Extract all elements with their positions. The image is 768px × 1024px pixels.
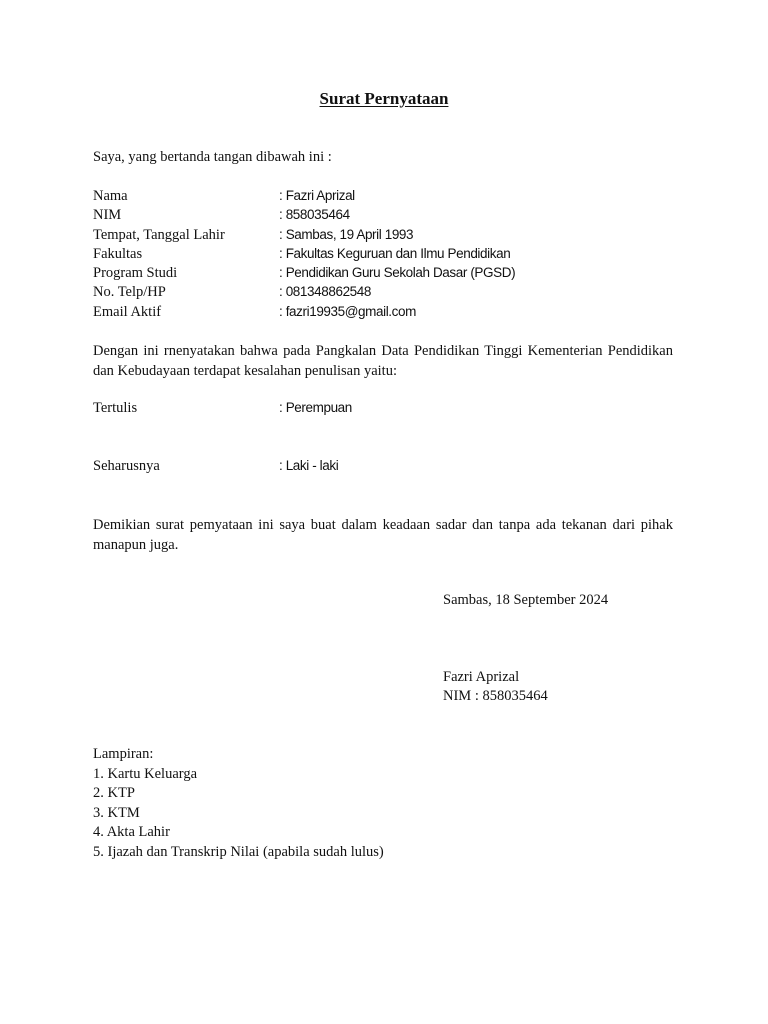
closing-paragraph: Demikian surat pemyataan ini saya buat dalam keadaan sadar dan tanpa ada tekanan dari pihak manapun juga. (93, 517, 673, 553)
signer-name: Fazri Aprizal (443, 669, 520, 685)
should-be-label: Seharusnya (93, 458, 160, 474)
identity-value: : Fakultas Keguruan dan Ilmu Pendidikan (279, 246, 511, 261)
identity-value: : Fazri Aprizal (279, 188, 355, 203)
list-item: 4. Akta Lahir (93, 824, 170, 840)
identity-label: Fakultas (93, 246, 143, 262)
identity-value: : fazri19935@gmail.com (279, 304, 416, 319)
identity-label: Email Aktif (93, 304, 162, 320)
list-item: 5. Ijazah dan Transkrip Nilai (apabila sudah lulus) (93, 843, 384, 860)
signer-nim: NIM : 858035464 (443, 688, 548, 704)
written-value: : Perempuan (279, 400, 352, 415)
place-date: Sambas, 18 September 2024 (443, 592, 609, 608)
list-item: 3. KTM (93, 804, 140, 821)
intro-text: Saya, yang bertanda tangan dibawah ini : (93, 149, 332, 165)
identity-label: Nama (93, 188, 128, 204)
document-title: Surat Pernyataan (319, 89, 449, 108)
identity-label: Program Studi (93, 265, 178, 281)
list-item: 1. Kartu Keluarga (93, 765, 198, 782)
written-label: Tertulis (93, 400, 138, 416)
identity-value: : Sambas, 19 April 1993 (279, 227, 414, 242)
identity-label: Tempat, Tanggal Lahir (93, 227, 225, 243)
list-item: 2. KTP (93, 785, 135, 801)
identity-value: : Pendidikan Guru Sekolah Dasar (PGSD) (279, 265, 516, 280)
should-be-value: : Laki - laki (279, 458, 339, 473)
identity-value: : 858035464 (279, 207, 350, 222)
identity-label: NIM (93, 207, 122, 223)
statement-paragraph: Dengan ini rnenyatakan bahwa pada Pangkalan Data Pendidikan Tinggi Kementerian Pendidikan dan Kebudayaan terdapat kesalahan penulisan yaitu: (93, 343, 673, 379)
identity-value: : 081348862548 (279, 284, 371, 299)
identity-label: No. Telp/HP (93, 284, 166, 300)
attachments-heading: Lampiran: (93, 746, 154, 762)
attachments-list (93, 745, 384, 862)
